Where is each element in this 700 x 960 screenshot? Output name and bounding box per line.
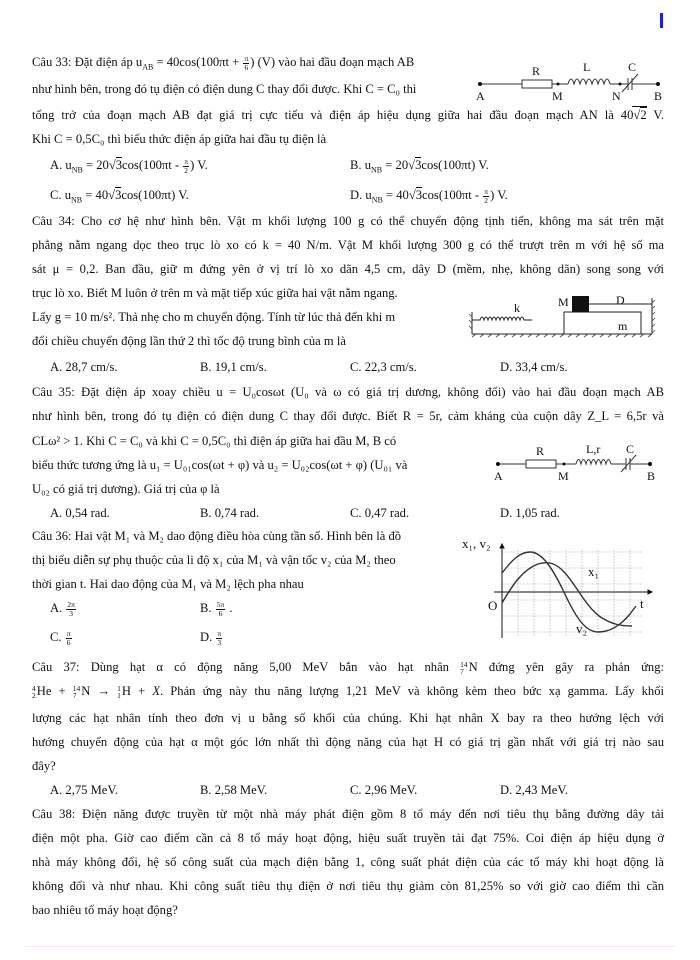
reaction-equation (32, 684, 161, 701)
option-text: = 20 (382, 158, 409, 172)
q36-option-d (200, 629, 223, 647)
q37-option-d: D. 2,43 MeV. (500, 783, 568, 797)
q33-option-b (350, 157, 489, 173)
q35-line-2: như hình bên, trong đó tụ điện có điện dung C thay đổi được. Biết R = 5r, cảm kháng của cuộn dây Z_L = 6,5r và (32, 409, 664, 423)
nuclide-h (117, 685, 121, 699)
option-text: = 40 (382, 188, 409, 202)
option-text: u (62, 158, 72, 172)
sqrt-value: 3 (415, 188, 423, 202)
mass-number: 14 (460, 660, 468, 670)
subscript: NB (71, 195, 83, 205)
q33-option-d (350, 187, 508, 205)
option-text: = 20 (82, 158, 109, 172)
q34-line-4: trục lò xo. Biết M luôn ở trên m và mặt tiếp xúc giữa hai vật nằm ngang. (32, 286, 398, 300)
element-symbol: H (121, 684, 132, 698)
frac-num: 5π (216, 599, 225, 609)
frac-den: 6 (244, 62, 249, 72)
q33-text: Đặt điện áp u (74, 55, 143, 69)
q36-option-a (50, 600, 77, 618)
element-symbol: N (468, 660, 478, 674)
q37-option-a: A. 2,75 MeV. (50, 783, 118, 797)
label-r: R (532, 64, 541, 78)
label-mass-m-upper: M (558, 295, 569, 309)
fraction (66, 630, 72, 647)
nuclide-n (73, 685, 81, 699)
sqrt-value: 3 (115, 188, 122, 202)
label-a: A (476, 89, 485, 103)
atomic-number: 7 (72, 691, 77, 701)
frac-num: π (217, 628, 222, 638)
q34-line-2: phẳng nằm ngang dọc theo trục lò xo có k = 40 N/m. Vật M khối lượng 300 g có thể trượt trên m với hệ số ma (32, 238, 664, 252)
label-l: L (583, 60, 591, 74)
frac-den: 3 (69, 608, 74, 618)
nuclide-he (32, 685, 36, 699)
atomic-number: 7 (460, 667, 464, 677)
option-text: u (61, 188, 72, 202)
q37-text: đứng yên gây ra phản ứng: (477, 660, 664, 674)
q34-option-a: A. 28,7 cm/s. (50, 360, 118, 374)
q38-line-1: Câu 38: Điện năng được truyền từ một nhà máy phát điện gồm 8 tổ máy đến nơi tiêu thụ bằng đường dây tải (32, 807, 664, 821)
q33-text: ) (V) vào hai đầu đoạn mạch AB (250, 55, 415, 69)
atomic-number: 1 (117, 691, 121, 701)
q37-line-1 (32, 659, 664, 675)
label-d: D (616, 293, 625, 307)
q37-line-2 (32, 683, 664, 699)
q35-line-5: U₀₂ có giá trị dương). Giá trị của φ là (32, 482, 220, 496)
page-marker (660, 13, 663, 28)
frac-den: 2 (184, 165, 189, 175)
q37-text: Câu 37: Dùng hạt α có động năng 5,00 MeV bắn vào hạt nhân (32, 660, 461, 674)
fraction (483, 188, 489, 205)
q35-option-a: A. 0,54 rad. (50, 506, 110, 520)
frac-num: π (184, 156, 189, 166)
subscript: NB (371, 195, 383, 205)
q37-line-3: lượng các hạt nhân tính theo đơn vị u bằng số khối của chúng. Khi hạt nhân X bay ra theo hướng lệch với (32, 711, 664, 725)
q35-line-3: CLω² > 1. Khi C = C₀ và khi C = 0,5C₀ thì điện áp giữa hai đầu M, B có (32, 434, 397, 448)
option-letter: A. (50, 158, 63, 172)
label-a: A (494, 469, 503, 483)
q38-line-2: điện một pha. Giờ cao điểm cần cả 8 tổ máy hoạt động, hiệu suất truyền tải đạt 75%. Coi điện áp hiệu dụng ở (32, 831, 664, 845)
frac-num: π (484, 186, 489, 196)
mass-number: 4 (32, 684, 36, 694)
label-b: B (654, 89, 663, 103)
origin-label: O (488, 598, 498, 613)
mass-number: 1 (117, 684, 121, 694)
curve-x1-label: x₁ (588, 564, 600, 579)
q33-text: V. (646, 108, 664, 122)
option-text: cos(100πt) V. (121, 188, 189, 202)
y-axis-label: x₁, v₂ (462, 536, 491, 551)
q34-option-c: C. 22,3 cm/s. (350, 360, 417, 374)
sqrt: √3 (408, 188, 423, 202)
frac-den: 2 (484, 195, 489, 205)
q33-option-a (50, 157, 208, 175)
page-bottom-divider (25, 946, 675, 947)
label-b: B (647, 469, 656, 483)
option-text: u (361, 158, 372, 172)
fraction (66, 601, 76, 618)
q35-option-b: B. 0,74 rad. (200, 506, 260, 520)
q37-option-c: C. 2,96 MeV. (350, 783, 418, 797)
sqrt: √2 (633, 108, 647, 122)
frac-num: 2π (67, 599, 75, 609)
q37-text: . Phản ứng này thu năng lượng 1,21 MeV và không kèm theo bức xạ gamma. Lấy khối (160, 684, 665, 698)
label-c: C (626, 442, 635, 456)
label-c: C (628, 60, 637, 74)
label-m: M (558, 469, 569, 483)
q35-option-c: C. 0,47 rad. (350, 506, 410, 520)
q35-option-d: D. 1,05 rad. (500, 506, 560, 520)
curve-v2-label: v₂ (576, 621, 588, 636)
label-mass-m-lower: m (618, 319, 628, 333)
label-n: N (612, 89, 621, 103)
q36-option-b (200, 600, 233, 618)
operator: + (51, 684, 73, 698)
sqrt: √3 (108, 188, 122, 202)
mass-number: 14 (72, 684, 81, 694)
q36-line-3: thời gian t. Hai dao động của M₁ và M₂ lệch pha nhau (32, 577, 304, 591)
subscript: NB (71, 165, 83, 175)
option-text: cos(100πt - (422, 188, 483, 202)
q35-line-1: Câu 35: Đặt điện áp xoay chiều u = U₀cosωt (U₀ và ω có giá trị dương, không đổi) vào hai đầu đoạn mạch AB (32, 385, 664, 399)
fraction (216, 601, 226, 618)
q34-option-d: D. 33,4 cm/s. (500, 360, 568, 374)
option-letter: B. (350, 158, 362, 172)
label-m: M (552, 89, 563, 103)
element-symbol: N (81, 684, 91, 698)
sqrt: √3 (408, 158, 422, 172)
option-letter: C. (50, 188, 62, 202)
q38-line-4: không đổi và như nhau. Khi công suất tiêu thụ điện ở nơi tiêu thụ giảm còn 81,25% so với giờ cao điểm thì cần (32, 879, 664, 893)
operator: + (131, 684, 153, 698)
subscript: NB (371, 165, 383, 175)
q37-line-5: đây? (32, 759, 56, 773)
fraction (243, 55, 249, 72)
fraction (183, 158, 189, 175)
frac-num: π (66, 628, 71, 638)
nuclide-notation (460, 661, 468, 675)
option-letter: D. (350, 188, 363, 202)
option-text: ) V. (190, 158, 208, 172)
frac-den: 3 (217, 637, 222, 647)
arrow-icon: → (90, 684, 118, 698)
option-letter: D. (200, 630, 213, 644)
option-text: . (226, 601, 233, 615)
q36-line-2: thị biểu diễn sự phụ thuộc của li độ x₁ của M₁ và vận tốc v₂ của M₂ theo (32, 553, 396, 567)
q34-line-3: sát μ = 0,2. Ban đầu, giữ m đứng yên ở vị trí lò xo dãn 4,5 cm, dây D (mềm, nhẹ, không dãn) song song với (32, 262, 664, 276)
q37-option-b: B. 2,58 MeV. (200, 783, 268, 797)
block-m-heavy (572, 296, 589, 312)
q33-circuit-diagram (470, 58, 675, 104)
q38-line-3: nhà máy không đổi, hệ số công suất của mạch điện bằng 1, công suất phát điện của các tổ máy khi hoạt động là (32, 855, 664, 869)
q34-line-6: đổi chiều chuyển động lần thứ 2 thì tốc độ trung bình của m là (32, 334, 346, 348)
q37-line-4: hướng chuyển động của hạt α một góc lớn nhất thì động năng của hạt H có giá trị gần nhất với giá trị nào sau (32, 735, 664, 749)
option-letter: A. (50, 601, 63, 615)
q33-text: tổng trở của đoạn mạch AB đạt giá trị cực tiểu và điện áp hiệu dụng giữa hai đầu đoạn mạch AN là 40 (32, 108, 634, 122)
frac-den: 6 (66, 637, 71, 647)
q38-line-5: bao nhiêu tổ máy hoạt động? (32, 903, 178, 917)
sqrt-value: 2 (640, 108, 647, 122)
q34-line-1: Câu 34: Cho cơ hệ như hình bên. Vật m khối lượng 100 g có thể chuyển động tịnh tiến, không ma sát trên mặt (32, 214, 664, 228)
label-r: R (536, 444, 545, 458)
q33-label: Câu 33: (32, 55, 72, 69)
curve-x1 (502, 563, 632, 626)
q34-option-b: B. 19,1 cm/s. (200, 360, 267, 374)
x-axis-label: t (640, 596, 644, 611)
subscript: AB (142, 62, 154, 72)
q33-line-2: như hình bên, trong đó tụ điện có điện dung C thay đổi được. Khi C = C₀ thì (32, 82, 417, 96)
q33-line-1 (32, 54, 414, 72)
q33-line-3 (32, 106, 664, 123)
q36-option-c (50, 629, 73, 647)
option-text: ) V. (490, 188, 508, 202)
option-letter: C. (50, 630, 62, 644)
q36-oscillation-graph (460, 530, 680, 650)
option-text: = 40 (82, 188, 109, 202)
sqrt-value: 3 (415, 158, 422, 172)
element-symbol: He (36, 684, 52, 698)
q33-option-c (50, 187, 189, 203)
sqrt-value: 3 (115, 158, 123, 172)
option-text: cos(100πt) V. (421, 158, 489, 172)
q33-text: = 40cos(100πt + (153, 55, 243, 69)
label-l-r: L,r (586, 442, 601, 456)
sqrt: √3 (108, 158, 123, 172)
option-letter: B. (200, 601, 212, 615)
frac-num: π (244, 53, 249, 63)
option-text: u (362, 188, 372, 202)
q36-line-1: Câu 36: Hai vật M₁ và M₂ dao động điều hòa cùng tần số. Hình bên là đồ (32, 529, 402, 543)
q34-mechanical-system-diagram (466, 290, 666, 342)
q33-line-4: Khi C = 0,5C₀ thì biểu thức điện áp giữa hai đầu tụ điện là (32, 132, 327, 146)
q35-line-4: biểu thức tương ứng là u₁ = U₀₁cos(ωt + φ) và u₂ = U₀₂cos(ωt + φ) (U₀₁ và (32, 458, 408, 472)
q34-line-5: Lấy g = 10 m/s². Thả nhẹ cho m chuyển động. Tính từ lúc thả đến khi m (32, 310, 396, 324)
fraction (216, 630, 222, 647)
frac-den: 6 (218, 608, 223, 618)
option-text: cos(100πt - (122, 158, 183, 172)
element-symbol: X (152, 684, 161, 698)
label-k: k (514, 301, 520, 315)
atomic-number: 2 (32, 691, 36, 701)
q35-circuit-diagram (490, 440, 660, 486)
